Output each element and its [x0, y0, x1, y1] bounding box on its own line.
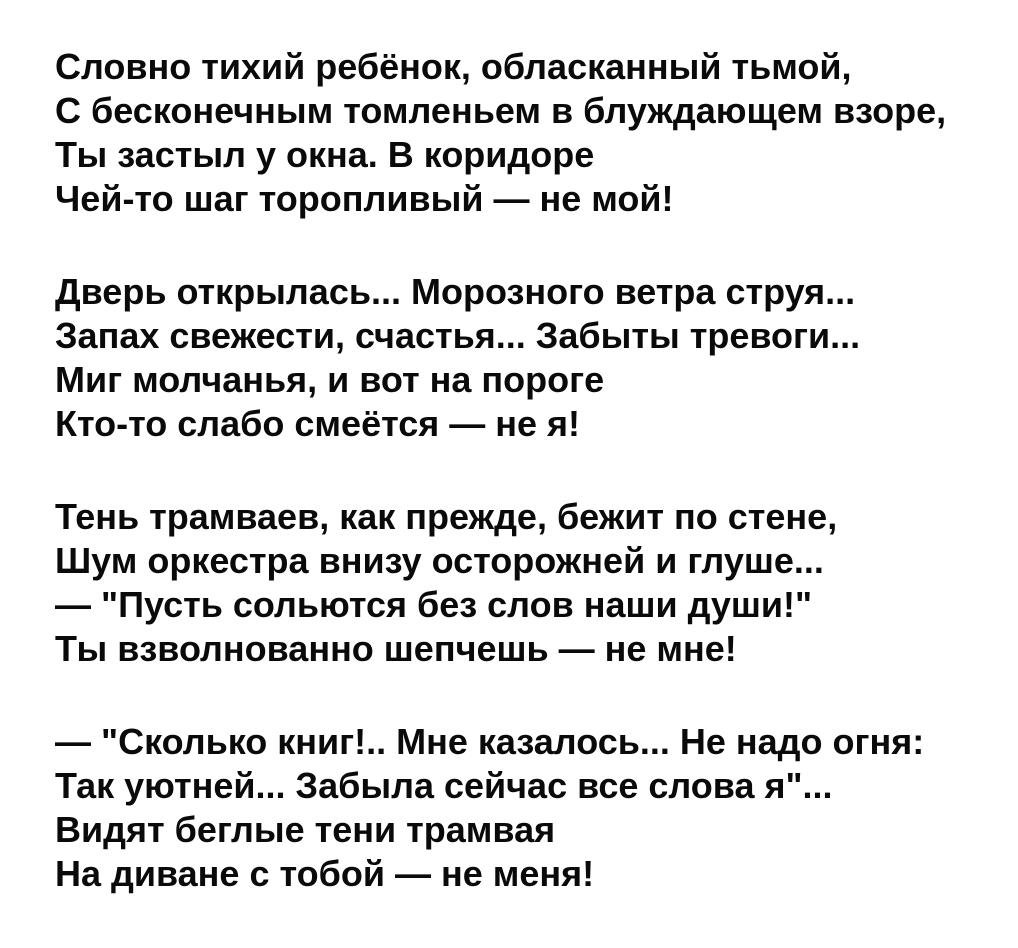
stanza-4 [55, 720, 978, 896]
poem-line: На диване с тобой — не меня! [55, 853, 595, 894]
poem-line: Ты застыл у окна. В коридоре [55, 134, 595, 175]
poem-line: — "Пусть сольются без слов наши души!" [55, 584, 813, 625]
poem-line: Шум оркестра внизу осторожней и глуше... [55, 540, 824, 581]
poem-line: С бесконечным томленьем в блуждающем взоре, [55, 90, 947, 131]
poem-line: Миг молчанья, и вот на пороге [55, 359, 605, 400]
poem-line: Словно тихий ребёнок, обласканный тьмой, [55, 46, 852, 87]
poem-line: Ты взволнованно шепчешь — не мне! [55, 628, 737, 669]
poem-line: Чей-то шаг торопливый — не мой! [55, 178, 674, 219]
poem-line: Дверь открылась... Морозного ветра струя... [55, 271, 856, 312]
poem-line: — "Сколько книг!.. Мне казалось... Не надо огня: [55, 721, 925, 762]
stanza-1 [55, 45, 978, 221]
poem-line: Запах свежести, счастья... Забыты тревоги... [55, 315, 861, 356]
poem-line: Кто-то слабо смеётся — не я! [55, 403, 581, 444]
poem-line: Видят беглые тени трамвая [55, 809, 556, 850]
stanza-2 [55, 270, 978, 446]
poem-line: Тень трамваев, как прежде, бежит по стене, [55, 496, 838, 537]
stanza-3 [55, 495, 978, 671]
poem-line: Так уютней... Забыла сейчас все слова я"... [55, 765, 833, 806]
